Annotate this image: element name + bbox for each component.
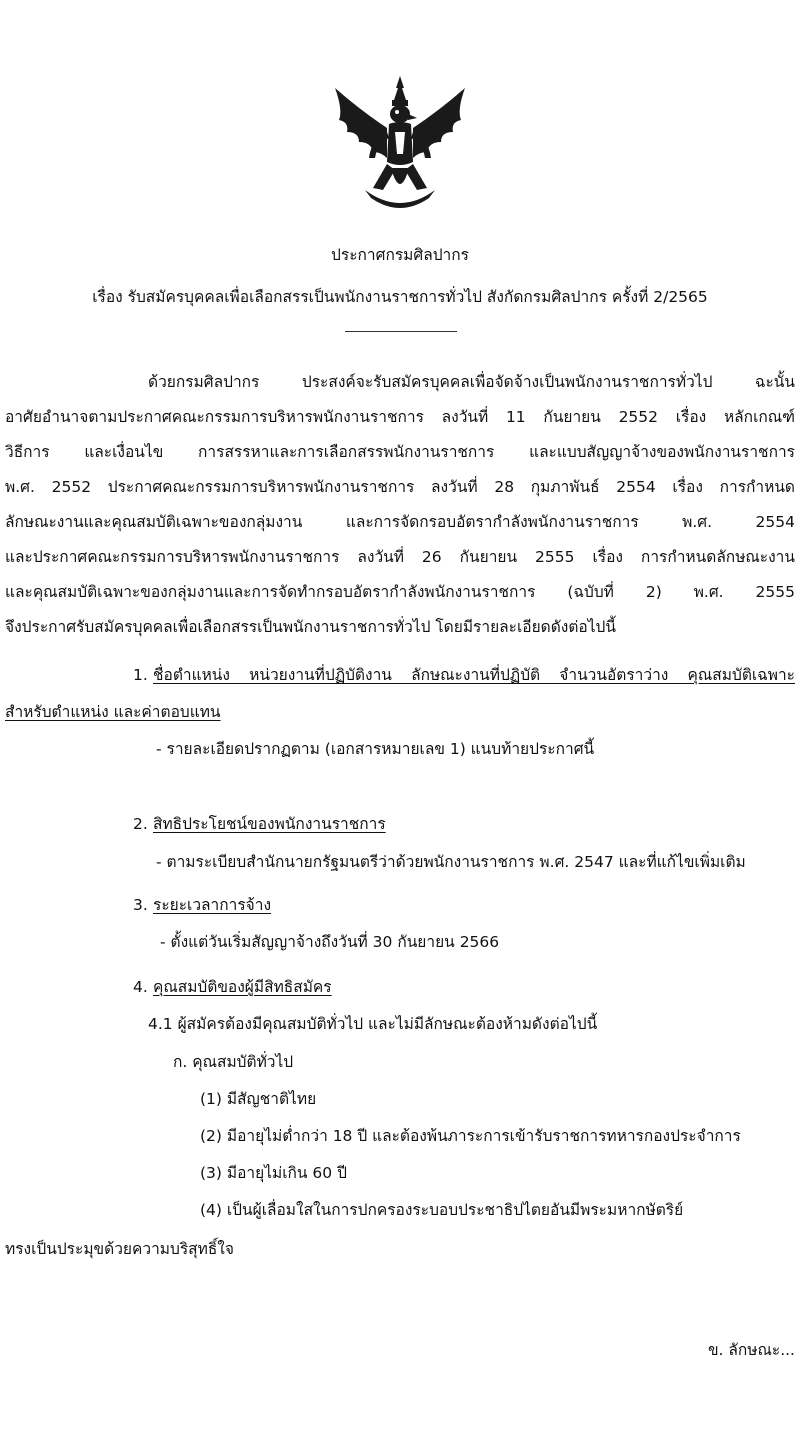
qualification-item-2: (2) มีอายุไม่ต่ำกว่า 18 ปี และต้องพ้นภาระการเข้ารับราชการทหารกองประจำการ bbox=[200, 1127, 741, 1145]
intro-line-3: วิธีการ และเงื่อนไข การสรรหาและการเลือกสรรพนักงานราชการ และแบบสัญญาจ้างของพนักงานราชการ bbox=[5, 443, 795, 461]
section-3-number: 3. bbox=[133, 896, 148, 914]
next-page-cue: ข. ลักษณะ... bbox=[707, 1341, 795, 1359]
section-2-detail: - ตามระเบียบสำนักนายกรัฐมนตรีว่าด้วยพนักงานราชการ พ.ศ. 2547 และที่แก้ไขเพิ่มเติม bbox=[156, 853, 746, 871]
qualification-item-1: (1) มีสัญชาติไทย bbox=[200, 1090, 317, 1108]
intro-line-4: พ.ศ. 2552 ประกาศคณะกรรมการบริหารพนักงานราชการ ลงวันที่ 28 กุมภาพันธ์ 2554 เรื่อง การกำหนด bbox=[5, 478, 795, 496]
section-3-detail: - ตั้งแต่วันเริ่มสัญญาจ้างถึงวันที่ 30 กันยายน 2566 bbox=[160, 933, 500, 951]
intro-line-7: และคุณสมบัติเฉพาะของกลุ่มงานและการจัดทำกรอบอัตรากำลังพนักงานราชการ (ฉบับที่ 2) พ.ศ. 2555 bbox=[5, 583, 795, 601]
document-title: ประกาศกรมศิลปากร bbox=[331, 246, 469, 264]
intro-line-6: และประกาศคณะกรรมการบริหารพนักงานราชการ ลงวันที่ 26 กันยายน 2555 เรื่อง การกำหนดลักษณะงาน bbox=[5, 548, 795, 566]
qualification-group-a: ก. คุณสมบัติทั่วไป bbox=[173, 1053, 294, 1071]
section-4-1: 4.1 ผู้สมัครต้องมีคุณสมบัติทั่วไป และไม่มีลักษณะต้องห้ามดังต่อไปนี้ bbox=[148, 1015, 598, 1033]
section-1-detail: - รายละเอียดปรากฏตาม (เอกสารหมายเลข 1) แนบท้ายประกาศนี้ bbox=[156, 740, 595, 758]
section-1-heading: ชื่อตำแหน่ง หน่วยงานที่ปฏิบัติงาน ลักษณะงานที่ปฏิบัติ จำนวนอัตราว่าง คุณสมบัติเฉพาะ bbox=[153, 666, 795, 684]
qualification-item-4-cont: ทรงเป็นประมุขด้วยความบริสุทธิ์ใจ bbox=[5, 1240, 234, 1258]
section-1-number: 1. bbox=[133, 666, 148, 684]
intro-line-1: ด้วยกรมศิลปากร ประสงค์จะรับสมัครบุคคลเพื่อจัดจ้างเป็นพนักงานราชการทั่วไป ฉะนั้น bbox=[148, 373, 795, 391]
intro-line-8: จึงประกาศรับสมัครบุคคลเพื่อเลือกสรรเป็นพนักงานราชการทั่วไป โดยมีรายละเอียดดังต่อไปนี้ bbox=[5, 618, 616, 636]
garuda-emblem-icon bbox=[325, 70, 475, 220]
intro-line-5: ลักษณะงานและคุณสมบัติเฉพาะของกลุ่มงาน และการจัดกรอบอัตรากำลังพนักงานราชการ พ.ศ. 2554 bbox=[5, 513, 795, 531]
document-subject: เรื่อง รับสมัครบุคคลเพื่อเลือกสรรเป็นพนักงานราชการทั่วไป สังกัดกรมศิลปากร ครั้งที่ 2/2565 bbox=[92, 288, 708, 306]
intro-line-2: อาศัยอำนาจตามประกาศคณะกรรมการบริหารพนักงานราชการ ลงวันที่ 11 กันยายน 2552 เรื่อง หลักเกณฑ์ bbox=[5, 408, 795, 426]
section-3-heading: ระยะเวลาการจ้าง bbox=[153, 896, 272, 914]
title-divider bbox=[345, 331, 457, 332]
qualification-item-4: (4) เป็นผู้เลื่อมใสในการปกครองระบอบประชาธิปไตยอันมีพระมหากษัตริย์ bbox=[200, 1201, 684, 1219]
section-4-number: 4. bbox=[133, 978, 148, 996]
section-4-heading: คุณสมบัติของผู้มีสิทธิสมัคร bbox=[153, 978, 332, 996]
section-1-heading-cont: สำหรับตำแหน่ง และค่าตอบแทน bbox=[5, 703, 221, 721]
section-2-number: 2. bbox=[133, 815, 148, 833]
qualification-item-3: (3) มีอายุไม่เกิน 60 ปี bbox=[200, 1164, 347, 1182]
section-2-heading: สิทธิประโยชน์ของพนักงานราชการ bbox=[153, 815, 386, 833]
